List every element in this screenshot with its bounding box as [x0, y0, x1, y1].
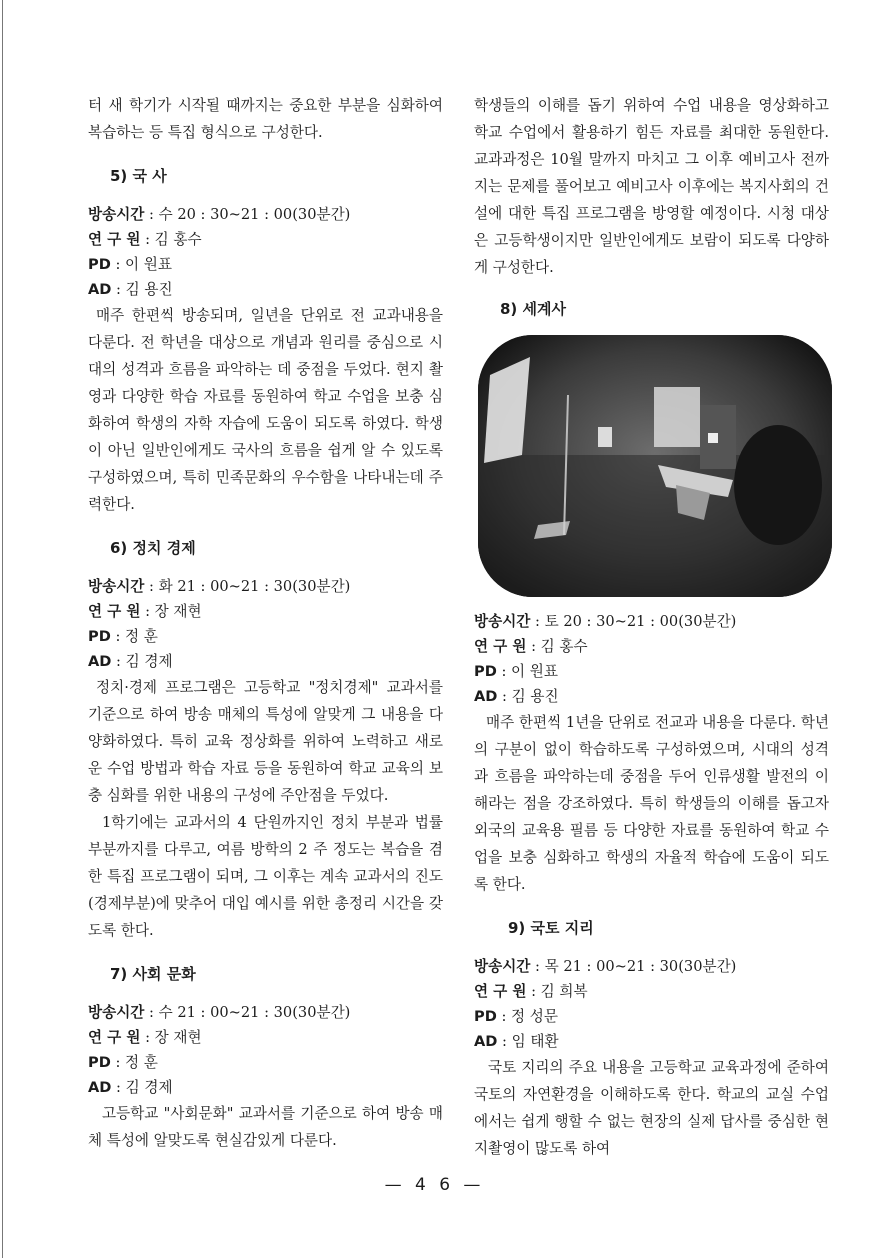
- section-heading-politics-economics: 6) 정치 경제: [110, 539, 196, 557]
- section-heading-national-geography: 9) 국토 지리: [508, 919, 594, 937]
- section-heading-society-culture: 7) 사회 문화: [110, 965, 196, 983]
- broadcast-time: : 화 21 : 00~21 : 30(30분간): [144, 578, 351, 595]
- producer: : 정 훈: [110, 628, 158, 645]
- label-broadcast-time: 방송시간: [88, 578, 145, 595]
- section-heading-korean-history: 5) 국 사: [110, 167, 167, 185]
- label-ad: AD: [474, 1033, 498, 1050]
- researcher: : 김 홍수: [526, 638, 588, 655]
- label-broadcast-time: 방송시간: [88, 1004, 145, 1021]
- photo-illustration: [478, 335, 832, 597]
- assistant-director: : 김 경제: [111, 653, 173, 670]
- assistant-director: : 김 경제: [111, 1079, 173, 1096]
- broadcast-time: : 수 21 : 00~21 : 30(30분간): [144, 1004, 351, 1021]
- label-researcher: 연 구 원: [474, 638, 527, 655]
- broadcast-info-world-history: [474, 609, 829, 709]
- right-column: [474, 92, 829, 323]
- section-body-world-history: 매주 한편씩 1년을 단위로 전교과 내용을 다룬다. 학년의 구분이 없이 학습하도록 구성하였으며, 시대의 성격과 흐름을 파악하는데 중점을 두어 인류생활 발전의 이해라는 점을 강조하였다. 특히 학생들의 이해를 돕고자 외국의 교육용 필름 등 다양한 자료를 동원하여 학교 수업을 보충 심화하고 학생의 자율적 학습에 도움이 되도록 한다.: [474, 714, 829, 893]
- label-ad: AD: [474, 688, 498, 705]
- broadcast-info-society-culture: [88, 1000, 443, 1100]
- section-body-national-geography: 국토 지리의 주요 내용을 고등학교 교육과정에 준하여 국토의 자연환경을 이해하도록 한다. 학교의 교실 수업에서는 쉽게 행할 수 없는 현장의 실제 답사를 중심한 현지촬영이 많도록 하여: [474, 1059, 829, 1157]
- section-heading-world-history: 8) 세계사: [500, 300, 566, 318]
- broadcast-info-national-geography: [474, 954, 829, 1054]
- producer: : 정 훈: [110, 1054, 158, 1071]
- researcher: : 김 홍수: [140, 231, 202, 248]
- researcher: : 장 재현: [140, 1029, 202, 1046]
- section-body-korean-history: 매주 한편씩 방송되며, 일년을 단위로 전 교과내용을 다룬다. 전 학년을 대상으로 개념과 원리를 중심으로 시대의 성격과 흐름을 파악하는 데 중점을 두었다. 현지 촬영과 다양한 학습 자료를 동원하여 학교 수업을 보충 심화하여 학생의 자학 자습에 도움이 되도록 하였다. 학생이 아닌 일반인에게도 국사의 흐름을 쉽게 알 수 있도록 구성하였으며, 특히 민족문화의 우수함을 나타내는데 주력한다.: [88, 307, 443, 513]
- classroom-photo: [478, 335, 832, 597]
- section-body-politics-economics-1: 정치·경제 프로그램은 고등학교 "정치경제" 교과서를 기준으로 하여 방송 매체의 특성에 알맞게 그 내용을 다양화하였다. 특히 교육 정상화를 위하여 노력하고 새로운 수업 방법과 학습 자료 등을 동원하여 학교 교육의 보충 심화를 위한 내용의 구성에 주안점을 두었다.: [88, 679, 443, 804]
- producer: : 이 원표: [110, 256, 172, 273]
- label-pd: PD: [474, 663, 497, 680]
- label-ad: AD: [88, 653, 112, 670]
- label-researcher: 연 구 원: [88, 231, 141, 248]
- left-column: [88, 92, 443, 1154]
- broadcast-time: : 수 20 : 30~21 : 00(30분간): [144, 206, 351, 223]
- broadcast-time: : 토 20 : 30~21 : 00(30분간): [530, 613, 737, 630]
- scan-edge-line: [2, 0, 3, 1258]
- right-column-lower: [474, 609, 829, 1162]
- label-researcher: 연 구 원: [88, 1029, 141, 1046]
- producer: : 정 성문: [496, 1008, 558, 1025]
- producer: : 이 원표: [496, 663, 558, 680]
- section-body-society-culture: 고등학교 "사회문화" 교과서를 기준으로 하여 방송 매체 특성에 알맞도록 현실감있게 다룬다.: [88, 1105, 443, 1149]
- label-broadcast-time: 방송시간: [88, 206, 145, 223]
- page-number: — 4 6 —: [384, 1175, 485, 1195]
- label-ad: AD: [88, 1079, 112, 1096]
- researcher: : 김 희복: [526, 983, 588, 1000]
- broadcast-info-korean-history: [88, 202, 443, 302]
- continued-paragraph: 터 새 학기가 시작될 때까지는 중요한 부분을 심화하여 복습하는 등 특집 형식으로 구성한다.: [88, 97, 443, 141]
- broadcast-info-politics-economics: [88, 574, 443, 674]
- section-body-politics-economics-2: 1학기에는 교과서의 4 단원까지인 정치 부분과 법률 부분까지를 다루고, 여름 방학의 2 주 정도는 복습을 겸한 특집 프로그램이 되며, 그 이후는 계속 교과서의 진도(경제부분)에 맞추어 대입 예시를 위한 총정리 시간을 갖도록 한다.: [88, 814, 443, 939]
- label-ad: AD: [88, 281, 112, 298]
- continued-paragraph: 학생들의 이해를 돕기 위하여 수업 내용을 영상화하고 학교 수업에서 활용하기 힘든 자료를 최대한 동원한다. 교과과정은 10월 말까지 마치고 그 이후 예비고사 전까지는 문제를 풀어보고 예비고사 이후에는 복지사회의 건설에 대한 특집 프로그램을 방영할 예정이다. 시청 대상은 고등학생이지만 일반인에게도 보람이 되도록 다양하게 구성한다.: [474, 97, 829, 276]
- researcher: : 장 재현: [140, 603, 202, 620]
- label-researcher: 연 구 원: [88, 603, 141, 620]
- label-researcher: 연 구 원: [474, 983, 527, 1000]
- label-pd: PD: [88, 256, 111, 273]
- label-pd: PD: [474, 1008, 497, 1025]
- label-broadcast-time: 방송시간: [474, 613, 531, 630]
- label-broadcast-time: 방송시간: [474, 958, 531, 975]
- assistant-director: : 김 용진: [497, 688, 559, 705]
- label-pd: PD: [88, 628, 111, 645]
- broadcast-time: : 목 21 : 00~21 : 30(30분간): [530, 958, 737, 975]
- label-pd: PD: [88, 1054, 111, 1071]
- assistant-director: : 김 용진: [111, 281, 173, 298]
- assistant-director: : 임 태환: [497, 1033, 559, 1050]
